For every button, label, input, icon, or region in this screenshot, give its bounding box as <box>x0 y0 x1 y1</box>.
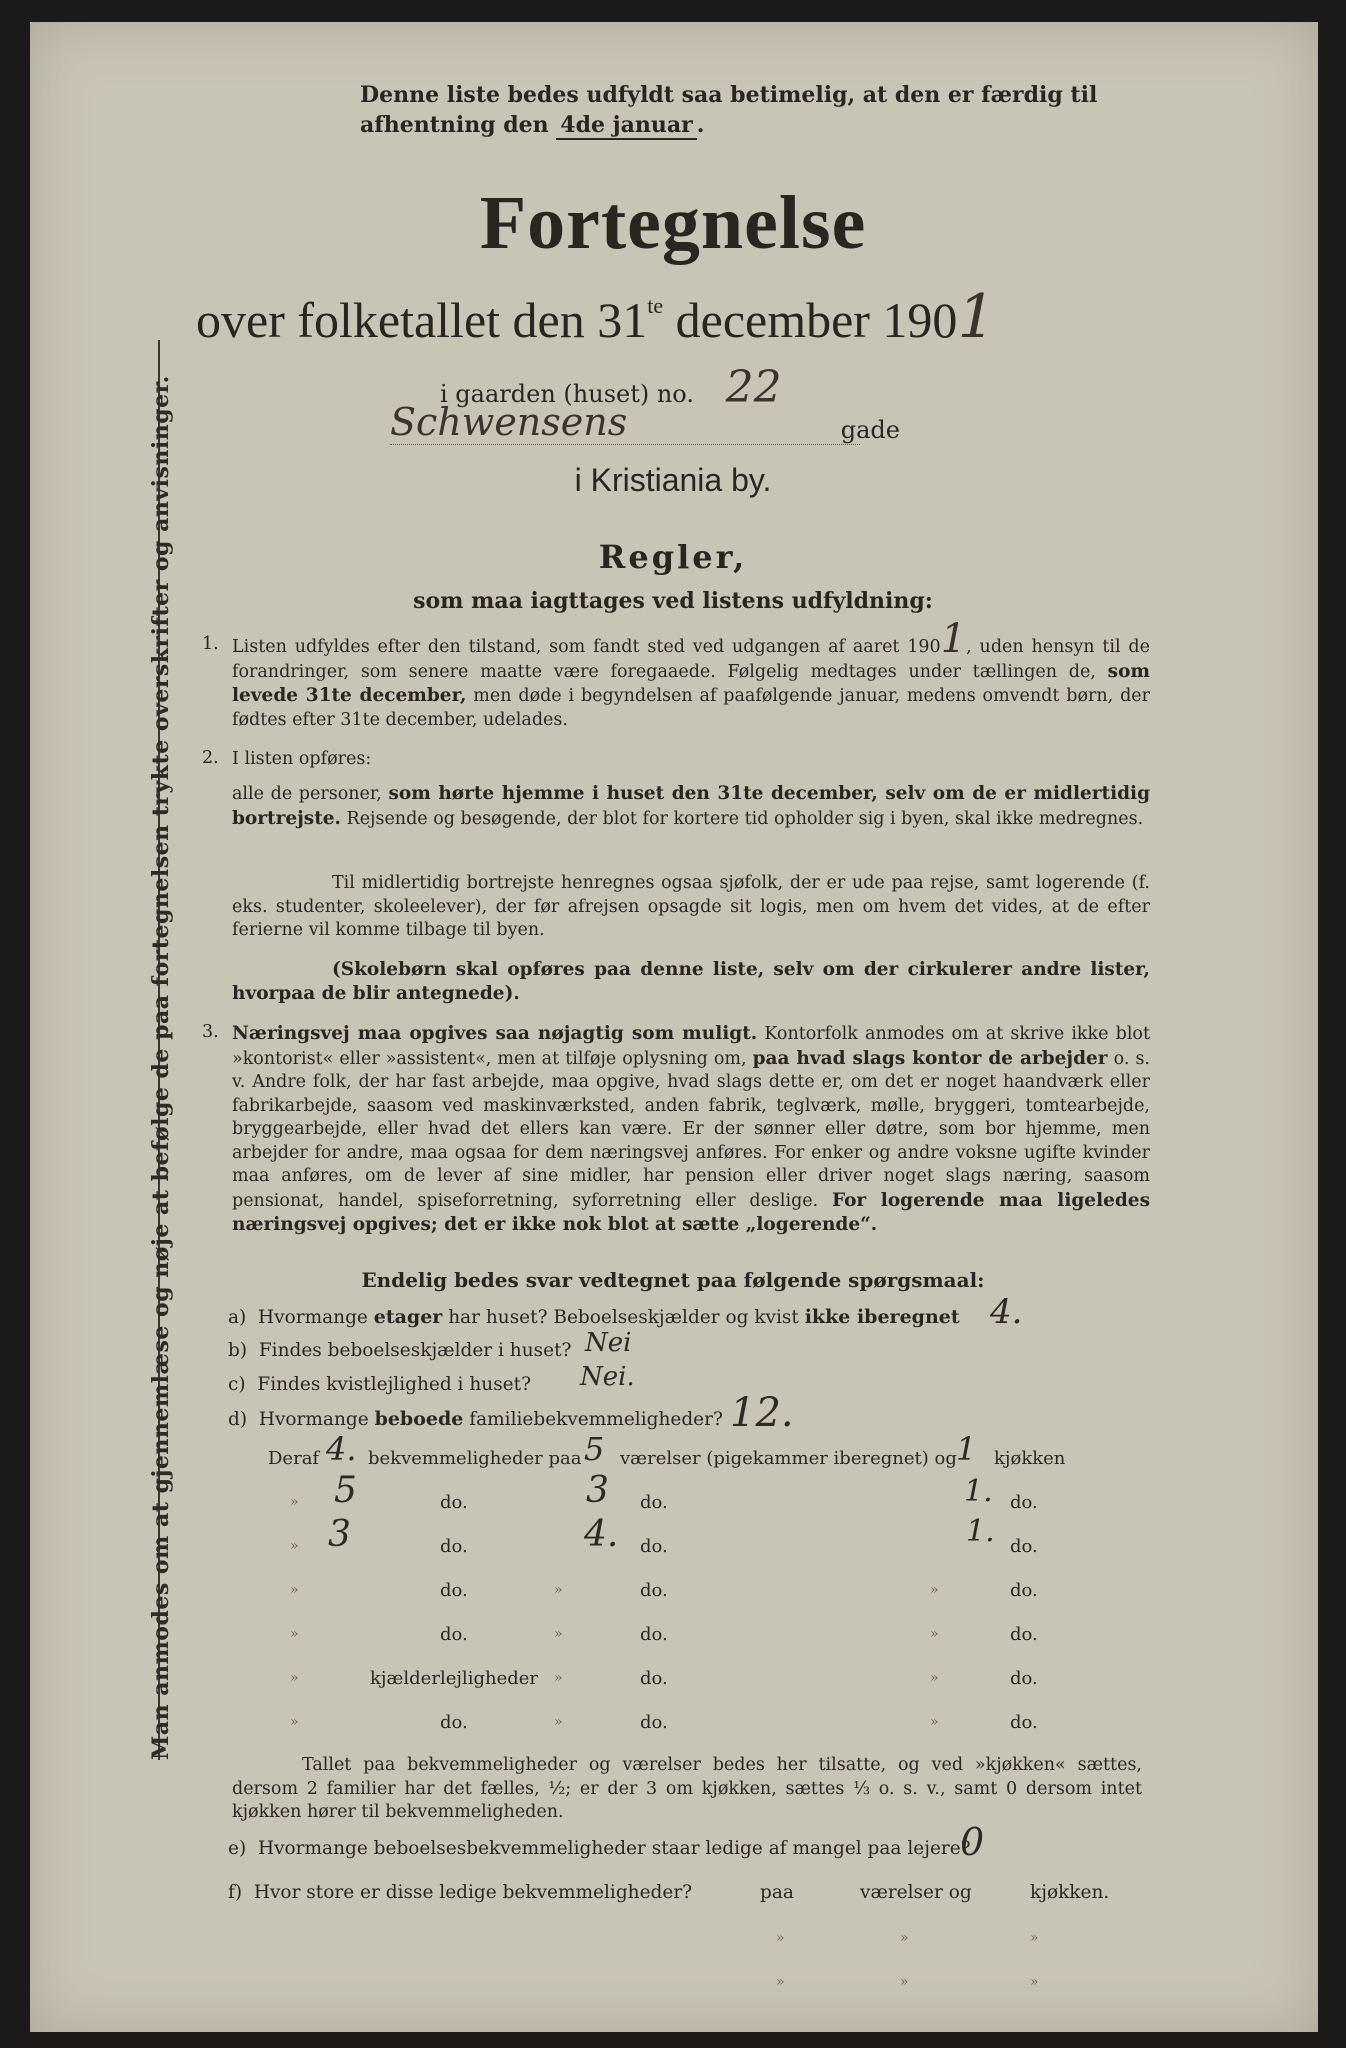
rule-1-number: 1. <box>202 634 219 654</box>
ditto-mark: » <box>1030 1974 1039 1990</box>
do-cell: do. <box>1010 1668 1038 1689</box>
answer-b: Nei <box>585 1328 632 1358</box>
table-note: Tallet paa bekvemmeligheder og værelser bedes her tilsatte, og ved »kjøkken« sættes, dersom 2 familier har det fælles, ½; er der 3 om kjøkken, sættes ⅓ o. s. v., samt 0 dersom intet kjøkken hører til bekvemmeligheden. <box>232 1755 1142 1822</box>
do-cell: do. <box>440 1624 468 1645</box>
ditto-mark: » <box>554 1714 563 1730</box>
row1-rooms: 5 <box>584 1430 605 1468</box>
ditto-mark: » <box>776 1930 785 1946</box>
do-cell: do. <box>1010 1712 1038 1733</box>
ditto-mark: » <box>930 1626 939 1642</box>
ditto-mark: » <box>290 1582 299 1598</box>
do-cell: do. <box>1010 1536 1038 1557</box>
delivery-notice <box>360 80 1160 140</box>
do-cell: do. <box>640 1668 668 1689</box>
ditto-mark: » <box>554 1626 563 1642</box>
row2-rooms: 3 <box>586 1470 609 1511</box>
question-f-paa: paa <box>760 1882 794 1903</box>
ditto-mark: » <box>930 1582 939 1598</box>
ditto-mark: » <box>290 1670 299 1686</box>
row3-kitchen: 1. <box>966 1514 995 1549</box>
question-f-kitchen: kjøkken. <box>1030 1882 1110 1903</box>
rule-2-number: 2. <box>202 748 219 768</box>
question-c: c) Findes kvistlejlighed i huset? <box>228 1374 531 1395</box>
ditto-mark: » <box>554 1582 563 1598</box>
row1-count: 4. <box>326 1430 357 1468</box>
do-cell: do. <box>1010 1492 1038 1513</box>
row3-count: 3 <box>328 1514 351 1555</box>
table-col1-header: bekvemmeligheder paa <box>368 1448 582 1469</box>
handwritten-year-digit: 1 <box>957 282 996 352</box>
form-subtitle: over folketallet den $31^{te}$ december 1901 <box>196 282 996 352</box>
answer-d: 12. <box>730 1390 794 1436</box>
ditto-mark: » <box>930 1714 939 1730</box>
row2-count: 5 <box>334 1470 357 1511</box>
row3-rooms: 4. <box>584 1514 619 1555</box>
rule-2-para-1: alle de personer, som hørte hjemme i huset den 31te december, selv om de er midlertidig bortrejste. Rejsende og besøgende, der blot for kortere tid opholder sig i byen, skal ikke medregnes. <box>232 783 1151 829</box>
ditto-mark: » <box>290 1538 299 1554</box>
table-deraf: Deraf <box>268 1448 320 1469</box>
question-e: e) Hvormange beboelsesbekvemmeligheder staar ledige af mangel paa lejere? <box>228 1838 971 1859</box>
questions-intro: Endelig bedes svar vedtegnet paa følgende spørgsmaal: <box>361 1268 985 1292</box>
question-f-rooms: værelser og <box>860 1882 972 1903</box>
table-col3-header: kjøkken <box>994 1448 1066 1469</box>
house-number-value: 22 <box>725 362 782 413</box>
do-cell: do. <box>1010 1624 1038 1645</box>
ditto-mark: » <box>776 1974 785 1990</box>
ditto-mark: » <box>1030 1930 1039 1946</box>
city-line: i Kristiania by. <box>574 462 772 498</box>
rules-subheading: som maa iagttages ved listens udfyldning: <box>413 588 933 614</box>
rule-3-number: 3. <box>202 1022 219 1042</box>
do-cell: do. <box>440 1580 468 1601</box>
street-name-value: Schwensens <box>390 400 628 444</box>
answer-c: Nei. <box>580 1362 635 1392</box>
ditto-mark: » <box>290 1494 299 1510</box>
do-cell: do. <box>1010 1580 1038 1601</box>
street-line: Schwensens gade <box>390 400 900 444</box>
rules-heading: Regler, <box>598 538 748 576</box>
rule-2-para-3: (Skolebørn skal opføres paa denne liste, selv om der cirkulerer andre lister, hvorpaa de blir antegnede). <box>232 959 1150 1004</box>
row2-kitchen: 1. <box>964 1474 993 1509</box>
do-cell: do. <box>640 1492 668 1513</box>
rule-1-text: Listen udfyldes efter den tilstand, som fandt sted ved udgangen af aaret 1901, uden hensyn til de forandringer, som senere maatte være foregaaede. Følgelig medtages under tællingen de, som levede 31te december, men døde i begyndelsen af paafølgende januar, medens omvendt børn, der fødtes efter 31te december, udelades. <box>232 616 1150 730</box>
row1-kitchen: 1 <box>956 1430 977 1468</box>
notice-line-2: afhentning den 4de januar . <box>360 112 705 138</box>
do-cell: do. <box>440 1712 468 1733</box>
question-d: d) Hvormange beboede familiebekvemmeligheder? <box>228 1408 723 1430</box>
do-cell: do. <box>440 1536 468 1557</box>
question-a: a) Hvormange etager har huset? Beboelseskjælder og kvist ikke iberegnet <box>228 1306 960 1328</box>
ditto-mark: » <box>900 1930 909 1946</box>
do-cell: do. <box>440 1492 468 1513</box>
ditto-mark: » <box>290 1714 299 1730</box>
form-title: Fortegnelse <box>479 181 867 265</box>
do-cell: do. <box>640 1712 668 1733</box>
do-cell: do. <box>640 1536 668 1557</box>
rule-2-intro: I listen opføres: <box>232 749 372 769</box>
question-f: f) Hvor store er disse ledige bekvemmeligheder? <box>228 1882 693 1903</box>
table-col2-header: værelser (pigekammer iberegnet) og <box>620 1448 957 1469</box>
ditto-mark: » <box>554 1670 563 1686</box>
ditto-mark: » <box>290 1626 299 1642</box>
answer-a: 4. <box>990 1292 1023 1332</box>
answer-e: 0 <box>960 1820 985 1864</box>
margin-instruction: Man anmodes om at gjennemlæse og nøje at befølge de paa fortegnelsen trykte overskrifter og anvisninger. <box>148 375 174 1760</box>
do-cell: do. <box>640 1624 668 1645</box>
do-cell: do. <box>640 1580 668 1601</box>
ditto-mark: » <box>930 1670 939 1686</box>
ditto-mark: » <box>900 1974 909 1990</box>
rule-2-para-2: Til midlertidig bortrejste henregnes ogsaa sjøfolk, der er ude paa rejse, samt logerende (f. eks. studenter, skoleelever), der før afrejsen opsagde sit logis, men om hvem det vides, at de efter ferierne vil komme tilbage til byen. <box>232 873 1150 940</box>
question-b: b) Findes beboelseskjælder i huset? <box>228 1340 572 1361</box>
rule-3-text: Næringsvej maa opgives saa nøjagtig som muligt. Kontorfolk anmodes om at skrive ikke blot »kontorist« eller »assistent«, men at tilføje oplysning om, paa hvad slags kontor de arbejder o. s. v. Andre folk, der har fast arbejde, maa opgive, hvad slags dette er, om det er noget haandværk eller fabrikarbejde, saasom ved maskinværksted, anden fabrik, teglværk, mølle, bryggeri, tomtearbejde, bryggearbejde, eller hvad det ellers kan være. Er der sønner eller døtre, som bor hjemme, men arbejder for andre, maa ogsaa for dem næringsvej anføres. For enker og andre voksne ugifte kvinder maa anføres, om de lever af sine midler, har pension eller driver noget slags næring, saasom pensionat, handel, spiseforretning, syforretning eller deslige. For logerende maa ligeledes næringsvej opgives; det er ikke nok blot at sætte „logerende“. <box>232 1023 1150 1235</box>
delivery-date: 4de januar <box>556 112 696 140</box>
notice-line-1: Denne liste bedes udfyldt saa betimelig, at den er færdig til <box>360 82 1098 108</box>
basement-apartments-label: kjælderlejligheder <box>370 1668 538 1689</box>
house-number-line: i gaarden (huset) no. 22 <box>440 362 782 413</box>
